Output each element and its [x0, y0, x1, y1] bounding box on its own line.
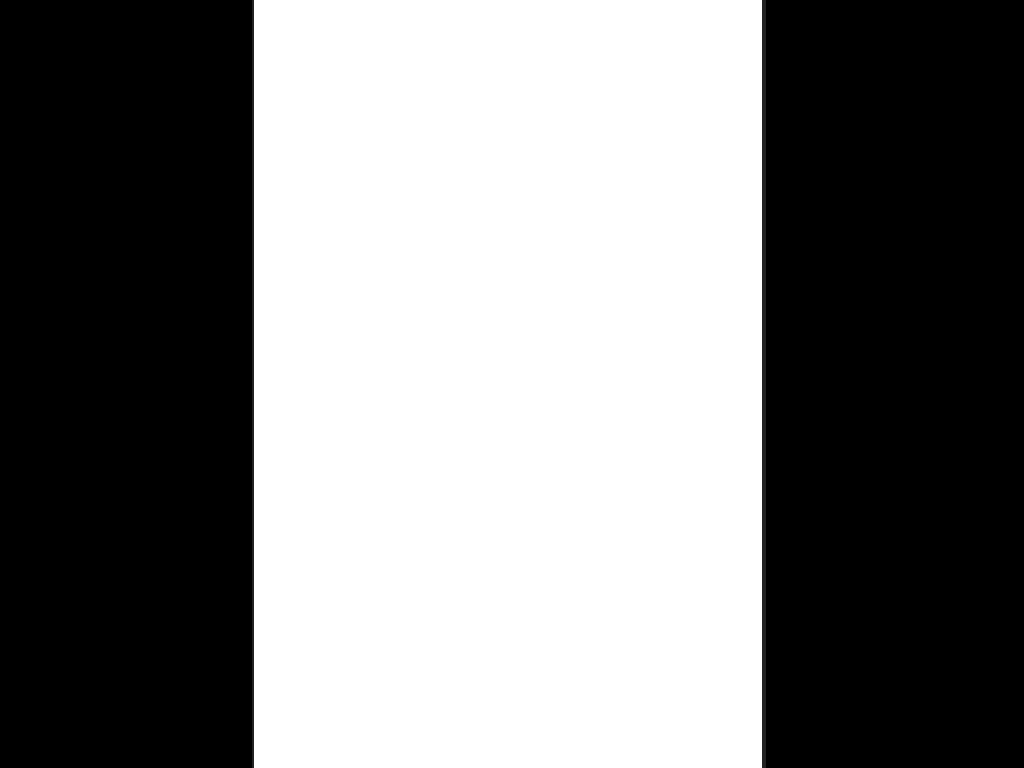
coordinate-graph [314, 62, 646, 440]
choice-a[interactable] [272, 524, 302, 545]
choice-c[interactable] [272, 619, 298, 640]
choice-d[interactable] [272, 665, 294, 686]
qr-code-icon [648, 82, 748, 190]
choice-b[interactable] [272, 571, 298, 592]
